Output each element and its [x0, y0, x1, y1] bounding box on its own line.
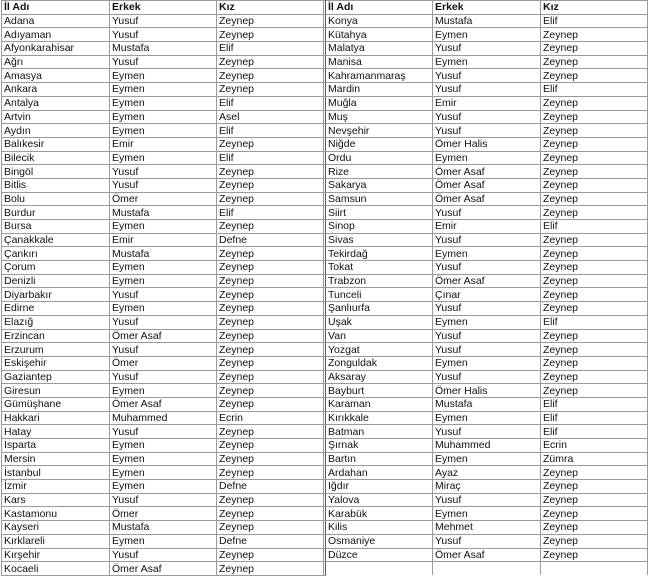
cell-erkek-right: Ömer Halis — [433, 384, 541, 398]
table-row — [2, 534, 648, 548]
cell-kiz-right: Elif — [541, 220, 648, 234]
cell-erkek-right: Çınar — [433, 288, 541, 302]
cell-il-right: Ordu — [326, 151, 433, 165]
table-row — [2, 370, 648, 384]
cell-il-right: Batman — [326, 425, 433, 439]
cell-il: Amasya — [2, 69, 110, 83]
header-kiz-right: Kız — [541, 1, 648, 15]
header-il-adi-right: İl Adı — [326, 1, 433, 15]
cell-erkek-right: Yusuf — [433, 42, 541, 56]
table-row — [2, 562, 648, 576]
cell-erkek-right: Eymen — [433, 411, 541, 425]
cell-kiz: Zeynep — [217, 69, 324, 83]
cell-il-right: Kilis — [326, 521, 433, 535]
cell-kiz: Elif — [217, 96, 324, 110]
cell-erkek: Yusuf — [110, 28, 217, 42]
cell-kiz-right: Zeynep — [541, 192, 648, 206]
cell-il-right: Osmaniye — [326, 534, 433, 548]
cell-erkek-right: Eymen — [433, 507, 541, 521]
cell-kiz-right: Zeynep — [541, 370, 648, 384]
table-row — [2, 14, 648, 28]
cell-erkek: Yusuf — [110, 178, 217, 192]
cell-erkek: Mustafa — [110, 206, 217, 220]
cell-kiz-right: Zeynep — [541, 521, 648, 535]
cell-erkek: Eymen — [110, 534, 217, 548]
cell-erkek-right: Ömer Asaf — [433, 192, 541, 206]
cell-erkek: Eymen — [110, 110, 217, 124]
cell-il-right: Nevşehir — [326, 124, 433, 138]
cell-il: Antalya — [2, 96, 110, 110]
cell-il-right: Yalova — [326, 493, 433, 507]
cell-erkek: Ömer Asaf — [110, 397, 217, 411]
cell-kiz-right: Zeynep — [541, 302, 648, 316]
cell-erkek: Eymen — [110, 220, 217, 234]
cell-il: Erzurum — [2, 343, 110, 357]
names-table — [1, 0, 648, 576]
cell-kiz: Zeynep — [217, 261, 324, 275]
cell-il: Hatay — [2, 425, 110, 439]
cell-erkek-right: Eymen — [433, 315, 541, 329]
cell-kiz: Defne — [217, 480, 324, 494]
cell-il: Çankırı — [2, 247, 110, 261]
cell-erkek: Ömer — [110, 507, 217, 521]
cell-erkek-right: Ömer Halis — [433, 137, 541, 151]
cell-kiz: Zeynep — [217, 28, 324, 42]
table-row — [2, 247, 648, 261]
cell-erkek-right: Miraç — [433, 480, 541, 494]
cell-kiz: Asel — [217, 110, 324, 124]
table-row — [2, 28, 648, 42]
cell-il: Afyonkarahisar — [2, 42, 110, 56]
table-row — [2, 302, 648, 316]
cell-kiz-right: Zeynep — [541, 356, 648, 370]
cell-erkek-right: Yusuf — [433, 69, 541, 83]
cell-erkek-right: Yusuf — [433, 233, 541, 247]
cell-kiz-right: Zeynep — [541, 507, 648, 521]
cell-il-right: Konya — [326, 14, 433, 28]
cell-erkek-right: Yusuf — [433, 370, 541, 384]
cell-erkek-right: Ömer Asaf — [433, 274, 541, 288]
cell-kiz-right: Zeynep — [541, 233, 648, 247]
cell-kiz-right: Zeynep — [541, 261, 648, 275]
cell-il: Bilecik — [2, 151, 110, 165]
cell-il-right: Trabzon — [326, 274, 433, 288]
table-row — [2, 206, 648, 220]
cell-erkek: Mustafa — [110, 247, 217, 261]
cell-kiz: Zeynep — [217, 384, 324, 398]
cell-kiz-right: Zeynep — [541, 42, 648, 56]
cell-erkek-right: Yusuf — [433, 425, 541, 439]
cell-erkek: Yusuf — [110, 315, 217, 329]
cell-il: Erzincan — [2, 329, 110, 343]
cell-il-right: Muş — [326, 110, 433, 124]
table-row — [2, 466, 648, 480]
cell-il: Denizli — [2, 274, 110, 288]
cell-il: Kars — [2, 493, 110, 507]
cell-il: Ağrı — [2, 55, 110, 69]
cell-erkek-right: Eymen — [433, 28, 541, 42]
cell-erkek-right: Ömer Asaf — [433, 165, 541, 179]
cell-kiz-right: Zeynep — [541, 343, 648, 357]
cell-il-right: Karaman — [326, 397, 433, 411]
cell-erkek: Yusuf — [110, 55, 217, 69]
cell-il: Balıkesir — [2, 137, 110, 151]
cell-kiz-right: Zeynep — [541, 178, 648, 192]
cell-il: Adana — [2, 14, 110, 28]
cell-erkek-right: Eymen — [433, 151, 541, 165]
cell-kiz: Elif — [217, 206, 324, 220]
cell-erkek: Eymen — [110, 96, 217, 110]
cell-kiz-right: Zeynep — [541, 151, 648, 165]
cell-kiz-right: Zeynep — [541, 124, 648, 138]
cell-kiz-right: Zeynep — [541, 274, 648, 288]
cell-erkek-right — [433, 562, 541, 576]
cell-erkek: Eymen — [110, 384, 217, 398]
cell-erkek: Emir — [110, 233, 217, 247]
cell-il-right: Van — [326, 329, 433, 343]
cell-kiz: Zeynep — [217, 343, 324, 357]
cell-erkek: Eymen — [110, 452, 217, 466]
cell-il: Eskişehir — [2, 356, 110, 370]
cell-kiz-right: Elif — [541, 411, 648, 425]
table-row — [2, 452, 648, 466]
cell-il-right: Sinop — [326, 220, 433, 234]
cell-kiz-right: Zümra — [541, 452, 648, 466]
cell-il-right: Mardin — [326, 83, 433, 97]
cell-kiz: Zeynep — [217, 370, 324, 384]
cell-kiz-right: Zeynep — [541, 534, 648, 548]
cell-erkek-right: Muhammed — [433, 439, 541, 453]
cell-kiz-right: Elif — [541, 425, 648, 439]
cell-il-right: Düzce — [326, 548, 433, 562]
cell-kiz: Zeynep — [217, 425, 324, 439]
cell-kiz: Zeynep — [217, 14, 324, 28]
cell-erkek: Emir — [110, 137, 217, 151]
table-row — [2, 397, 648, 411]
table-row — [2, 192, 648, 206]
cell-kiz: Zeynep — [217, 137, 324, 151]
cell-il-right: Muğla — [326, 96, 433, 110]
cell-erkek-right: Eymen — [433, 247, 541, 261]
cell-erkek-right: Ömer Asaf — [433, 178, 541, 192]
table-row — [2, 315, 648, 329]
cell-erkek-right: Eymen — [433, 356, 541, 370]
table-row — [2, 343, 648, 357]
cell-il: Ankara — [2, 83, 110, 97]
cell-erkek: Yusuf — [110, 288, 217, 302]
cell-erkek-right: Yusuf — [433, 302, 541, 316]
cell-il: Gaziantep — [2, 370, 110, 384]
cell-erkek: Ömer — [110, 192, 217, 206]
cell-erkek-right: Emir — [433, 220, 541, 234]
cell-il: Aydın — [2, 124, 110, 138]
cell-il: Isparta — [2, 439, 110, 453]
cell-erkek: Yusuf — [110, 14, 217, 28]
cell-kiz: Zeynep — [217, 165, 324, 179]
table-row — [2, 220, 648, 234]
cell-il: Gümüşhane — [2, 397, 110, 411]
cell-il-right: Kahramanmaraş — [326, 69, 433, 83]
cell-il: Kayseri — [2, 521, 110, 535]
cell-il-right: Ardahan — [326, 466, 433, 480]
cell-il-right: Kütahya — [326, 28, 433, 42]
cell-il: Adıyaman — [2, 28, 110, 42]
cell-erkek-right: Yusuf — [433, 110, 541, 124]
cell-kiz: Zeynep — [217, 439, 324, 453]
cell-erkek-right: Mehmet — [433, 521, 541, 535]
cell-kiz-right: Zeynep — [541, 137, 648, 151]
cell-kiz: Zeynep — [217, 83, 324, 97]
cell-il-right: Siirt — [326, 206, 433, 220]
cell-erkek: Eymen — [110, 151, 217, 165]
cell-erkek: Mustafa — [110, 521, 217, 535]
cell-il: İstanbul — [2, 466, 110, 480]
cell-kiz: Zeynep — [217, 356, 324, 370]
cell-il: Artvin — [2, 110, 110, 124]
table-row — [2, 83, 648, 97]
cell-erkek: Yusuf — [110, 370, 217, 384]
cell-il-right: Yozgat — [326, 343, 433, 357]
table-row — [2, 233, 648, 247]
cell-kiz-right: Zeynep — [541, 110, 648, 124]
cell-kiz-right: Zeynep — [541, 55, 648, 69]
cell-kiz: Zeynep — [217, 192, 324, 206]
cell-il-right: Manisa — [326, 55, 433, 69]
cell-kiz-right — [541, 562, 648, 576]
cell-erkek: Yusuf — [110, 548, 217, 562]
cell-kiz: Zeynep — [217, 178, 324, 192]
table-row — [2, 124, 648, 138]
cell-il-right: Bayburt — [326, 384, 433, 398]
table-row — [2, 329, 648, 343]
cell-il: Kocaeli — [2, 562, 110, 576]
cell-erkek-right: Yusuf — [433, 124, 541, 138]
cell-il: Burdur — [2, 206, 110, 220]
cell-erkek: Eymen — [110, 124, 217, 138]
table-row — [2, 151, 648, 165]
cell-kiz-right: Zeynep — [541, 96, 648, 110]
cell-kiz-right: Zeynep — [541, 247, 648, 261]
table-row — [2, 521, 648, 535]
cell-il-right: Sakarya — [326, 178, 433, 192]
table-row — [2, 425, 648, 439]
cell-kiz: Zeynep — [217, 315, 324, 329]
header-row — [2, 1, 648, 15]
cell-kiz: Zeynep — [217, 220, 324, 234]
table-row — [2, 137, 648, 151]
cell-kiz: Zeynep — [217, 397, 324, 411]
header-il-adi: İl Adı — [2, 1, 110, 15]
cell-erkek-right: Mustafa — [433, 14, 541, 28]
table-row — [2, 384, 648, 398]
cell-erkek: Ömer Asaf — [110, 562, 217, 576]
table-row — [2, 480, 648, 494]
cell-il-right: Tokat — [326, 261, 433, 275]
cell-erkek: Yusuf — [110, 165, 217, 179]
table-row — [2, 110, 648, 124]
cell-kiz: Elif — [217, 42, 324, 56]
cell-erkek-right: Yusuf — [433, 83, 541, 97]
cell-kiz-right: Zeynep — [541, 28, 648, 42]
cell-il-right: Niğde — [326, 137, 433, 151]
cell-kiz: Zeynep — [217, 548, 324, 562]
cell-il-right: Malatya — [326, 42, 433, 56]
table-body — [2, 14, 648, 575]
cell-il-right: Tunceli — [326, 288, 433, 302]
cell-il-right: Iğdır — [326, 480, 433, 494]
cell-erkek-right: Yusuf — [433, 329, 541, 343]
cell-il-right: Aksaray — [326, 370, 433, 384]
cell-erkek: Yusuf — [110, 425, 217, 439]
cell-erkek-right: Yusuf — [433, 343, 541, 357]
cell-kiz-right: Zeynep — [541, 493, 648, 507]
cell-kiz: Zeynep — [217, 274, 324, 288]
cell-erkek-right: Eymen — [433, 452, 541, 466]
table-row — [2, 356, 648, 370]
cell-il-right: Uşak — [326, 315, 433, 329]
cell-il: Hakkari — [2, 411, 110, 425]
cell-il: Edirne — [2, 302, 110, 316]
cell-il-right: Şanlıurfa — [326, 302, 433, 316]
cell-kiz: Zeynep — [217, 521, 324, 535]
cell-erkek: Yusuf — [110, 343, 217, 357]
cell-il: Kırşehir — [2, 548, 110, 562]
table-row — [2, 178, 648, 192]
cell-il: Çorum — [2, 261, 110, 275]
cell-kiz: Elif — [217, 151, 324, 165]
cell-il-right: Karabük — [326, 507, 433, 521]
cell-kiz: Zeynep — [217, 466, 324, 480]
header-erkek: Erkek — [110, 1, 217, 15]
cell-kiz-right: Zeynep — [541, 480, 648, 494]
cell-erkek: Eymen — [110, 302, 217, 316]
table-row — [2, 261, 648, 275]
cell-kiz: Zeynep — [217, 493, 324, 507]
table-row — [2, 439, 648, 453]
cell-il-right: Samsun — [326, 192, 433, 206]
cell-il: Giresun — [2, 384, 110, 398]
cell-il-right: Bartın — [326, 452, 433, 466]
cell-erkek: Eymen — [110, 274, 217, 288]
cell-il: Çanakkale — [2, 233, 110, 247]
cell-il: Bitlis — [2, 178, 110, 192]
header-erkek-right: Erkek — [433, 1, 541, 15]
table-row — [2, 548, 648, 562]
cell-il-right: Şırnak — [326, 439, 433, 453]
cell-erkek: Mustafa — [110, 42, 217, 56]
cell-erkek: Ömer Asaf — [110, 329, 217, 343]
names-spreadsheet — [1, 0, 647, 576]
table-row — [2, 55, 648, 69]
cell-kiz: Zeynep — [217, 562, 324, 576]
cell-il: Bursa — [2, 220, 110, 234]
cell-erkek-right: Yusuf — [433, 261, 541, 275]
cell-il: Mersin — [2, 452, 110, 466]
cell-erkek: Eymen — [110, 439, 217, 453]
cell-kiz-right: Elif — [541, 315, 648, 329]
cell-kiz: Defne — [217, 233, 324, 247]
cell-kiz: Zeynep — [217, 302, 324, 316]
table-row — [2, 96, 648, 110]
cell-kiz: Zeynep — [217, 452, 324, 466]
cell-erkek: Eymen — [110, 261, 217, 275]
cell-il: Bingöl — [2, 165, 110, 179]
cell-kiz: Zeynep — [217, 288, 324, 302]
cell-kiz-right: Elif — [541, 397, 648, 411]
cell-erkek-right: Yusuf — [433, 534, 541, 548]
table-row — [2, 411, 648, 425]
cell-kiz-right: Zeynep — [541, 548, 648, 562]
table-row — [2, 69, 648, 83]
cell-erkek-right: Mustafa — [433, 397, 541, 411]
cell-il-right: Kırıkkale — [326, 411, 433, 425]
cell-kiz-right: Zeynep — [541, 329, 648, 343]
table-row — [2, 493, 648, 507]
cell-erkek: Eymen — [110, 466, 217, 480]
cell-kiz-right: Zeynep — [541, 466, 648, 480]
cell-il-right: Zonguldak — [326, 356, 433, 370]
cell-kiz-right: Ecrin — [541, 439, 648, 453]
cell-erkek-right: Emir — [433, 96, 541, 110]
cell-erkek: Ömer — [110, 356, 217, 370]
cell-kiz: Zeynep — [217, 55, 324, 69]
cell-kiz-right: Elif — [541, 14, 648, 28]
cell-erkek-right: Ayaz — [433, 466, 541, 480]
cell-erkek: Eymen — [110, 480, 217, 494]
cell-kiz-right: Zeynep — [541, 384, 648, 398]
table-row — [2, 274, 648, 288]
table-row — [2, 507, 648, 521]
cell-il: Kastamonu — [2, 507, 110, 521]
cell-erkek: Eymen — [110, 83, 217, 97]
cell-il-right: Rize — [326, 165, 433, 179]
cell-erkek-right: Yusuf — [433, 493, 541, 507]
cell-il: Elazığ — [2, 315, 110, 329]
cell-kiz: Defne — [217, 534, 324, 548]
cell-kiz: Elif — [217, 124, 324, 138]
header-kiz: Kız — [217, 1, 324, 15]
cell-kiz-right: Zeynep — [541, 206, 648, 220]
cell-il-right: Sivas — [326, 233, 433, 247]
cell-il: Diyarbakır — [2, 288, 110, 302]
cell-erkek: Yusuf — [110, 493, 217, 507]
table-row — [2, 165, 648, 179]
cell-il: Kırklareli — [2, 534, 110, 548]
cell-erkek-right: Eymen — [433, 55, 541, 69]
cell-erkek: Eymen — [110, 69, 217, 83]
cell-il: Bolu — [2, 192, 110, 206]
cell-kiz-right: Zeynep — [541, 288, 648, 302]
cell-il-right: Tekirdağ — [326, 247, 433, 261]
cell-kiz-right: Elif — [541, 83, 648, 97]
cell-erkek-right: Ömer Asaf — [433, 548, 541, 562]
table-row — [2, 42, 648, 56]
cell-kiz-right: Zeynep — [541, 165, 648, 179]
cell-kiz: Zeynep — [217, 247, 324, 261]
cell-kiz: Ecrin — [217, 411, 324, 425]
cell-erkek: Muhammed — [110, 411, 217, 425]
cell-kiz-right: Zeynep — [541, 69, 648, 83]
cell-erkek-right: Yusuf — [433, 206, 541, 220]
cell-il: İzmir — [2, 480, 110, 494]
cell-il-right — [326, 562, 433, 576]
cell-kiz: Zeynep — [217, 507, 324, 521]
table-row — [2, 288, 648, 302]
cell-kiz: Zeynep — [217, 329, 324, 343]
